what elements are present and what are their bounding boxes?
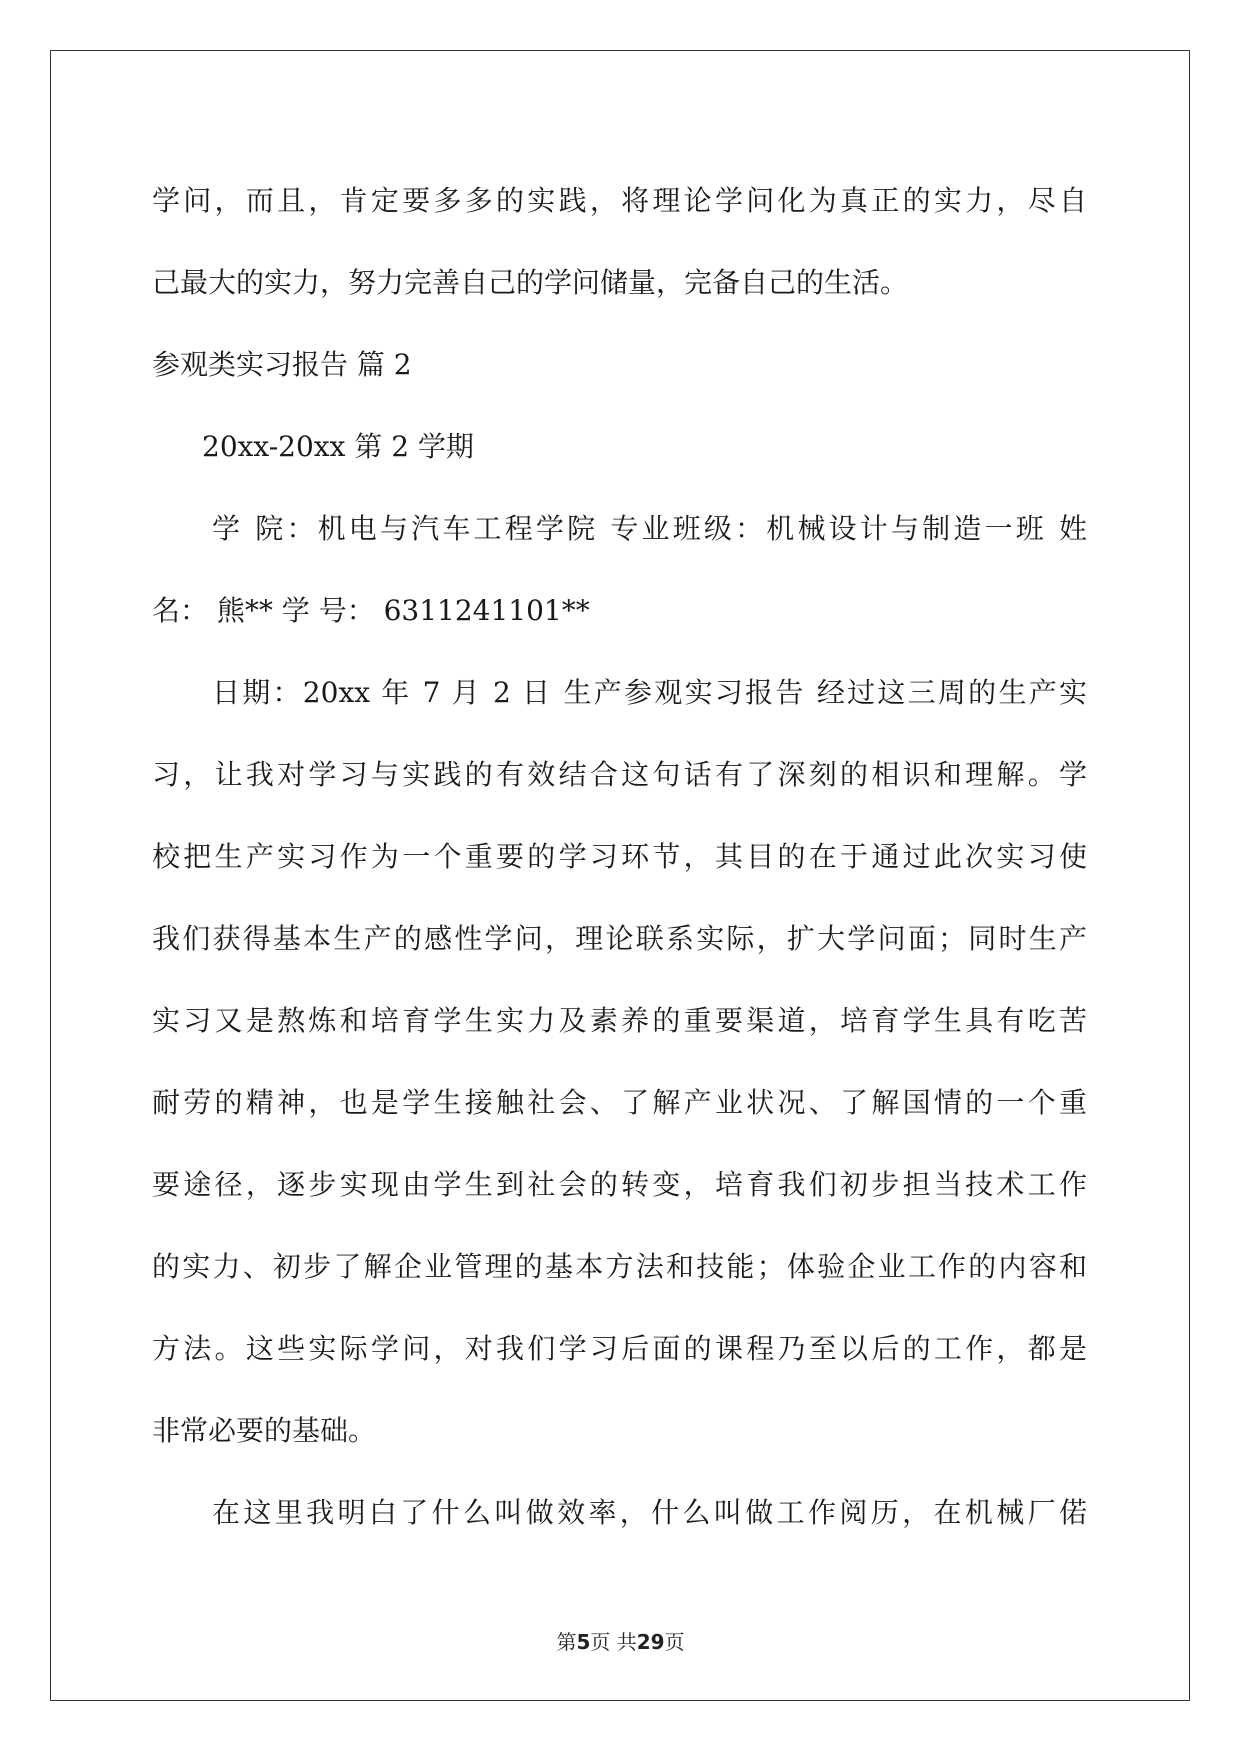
term-line: 20xx-20xx 第 2 学期 [202, 430, 474, 463]
paragraph-line: 要途径，逐步实现由学生到社会的转变，培育我们初步担当技术工作 [152, 1168, 1087, 1201]
footer-suffix: 页 [664, 1630, 685, 1654]
paragraph-line: 学问，而且，肯定要多多的实践，将理论学问化为真正的实力，尽自 [152, 184, 1087, 217]
paragraph-line: 习，让我对学习与实践的有效结合这句话有了深刻的相识和理解。学 [152, 758, 1087, 791]
paragraph-line: 耐劳的精神，也是学生接触社会、了解产业状况、了解国情的一个重 [152, 1086, 1087, 1119]
footer-prefix: 第 [556, 1630, 577, 1654]
paragraph-line: 实习又是熬炼和培育学生实力及素养的重要渠道，培育学生具有吃苦 [152, 1004, 1087, 1037]
college-line: 学 院：机电与汽车工程学院 专业班级：机械设计与制造一班 姓 [212, 512, 1087, 545]
paragraph-line: 我们获得基本生产的感性学问，理论联系实际，扩大学问面；同时生产 [152, 922, 1087, 955]
paragraph-line: 非常必要的基础。 [152, 1414, 377, 1447]
section-heading: 参观类实习报告 篇 2 [152, 348, 412, 381]
footer-mid: 页 共 [590, 1630, 637, 1654]
paragraph-line: 方法。这些实际学问，对我们学习后面的课程乃至以后的工作，都是 [152, 1332, 1087, 1365]
page-footer [0, 1626, 1241, 1655]
student-info-line: 名： 熊** 学 号： 6311241101** [152, 594, 590, 627]
current-page-number: 5 [576, 1630, 591, 1654]
document-body [152, 160, 1087, 1554]
paragraph-line: 校把生产实习作为一个重要的学习环节，其目的在于通过此次实习使 [152, 840, 1087, 873]
paragraph-line: 的实力、初步了解企业管理的基本方法和技能；体验企业工作的内容和 [152, 1250, 1087, 1283]
paragraph-line: 在这里我明白了什么叫做效率，什么叫做工作阅历，在机械厂偌 [212, 1496, 1087, 1529]
paragraph-line: 己最大的实力，努力完善自己的学问储量，完备自己的生活。 [152, 266, 909, 299]
paragraph-line: 日期：20xx 年 7 月 2 日 生产参观实习报告 经过这三周的生产实 [212, 676, 1087, 709]
total-page-number: 29 [636, 1630, 665, 1654]
